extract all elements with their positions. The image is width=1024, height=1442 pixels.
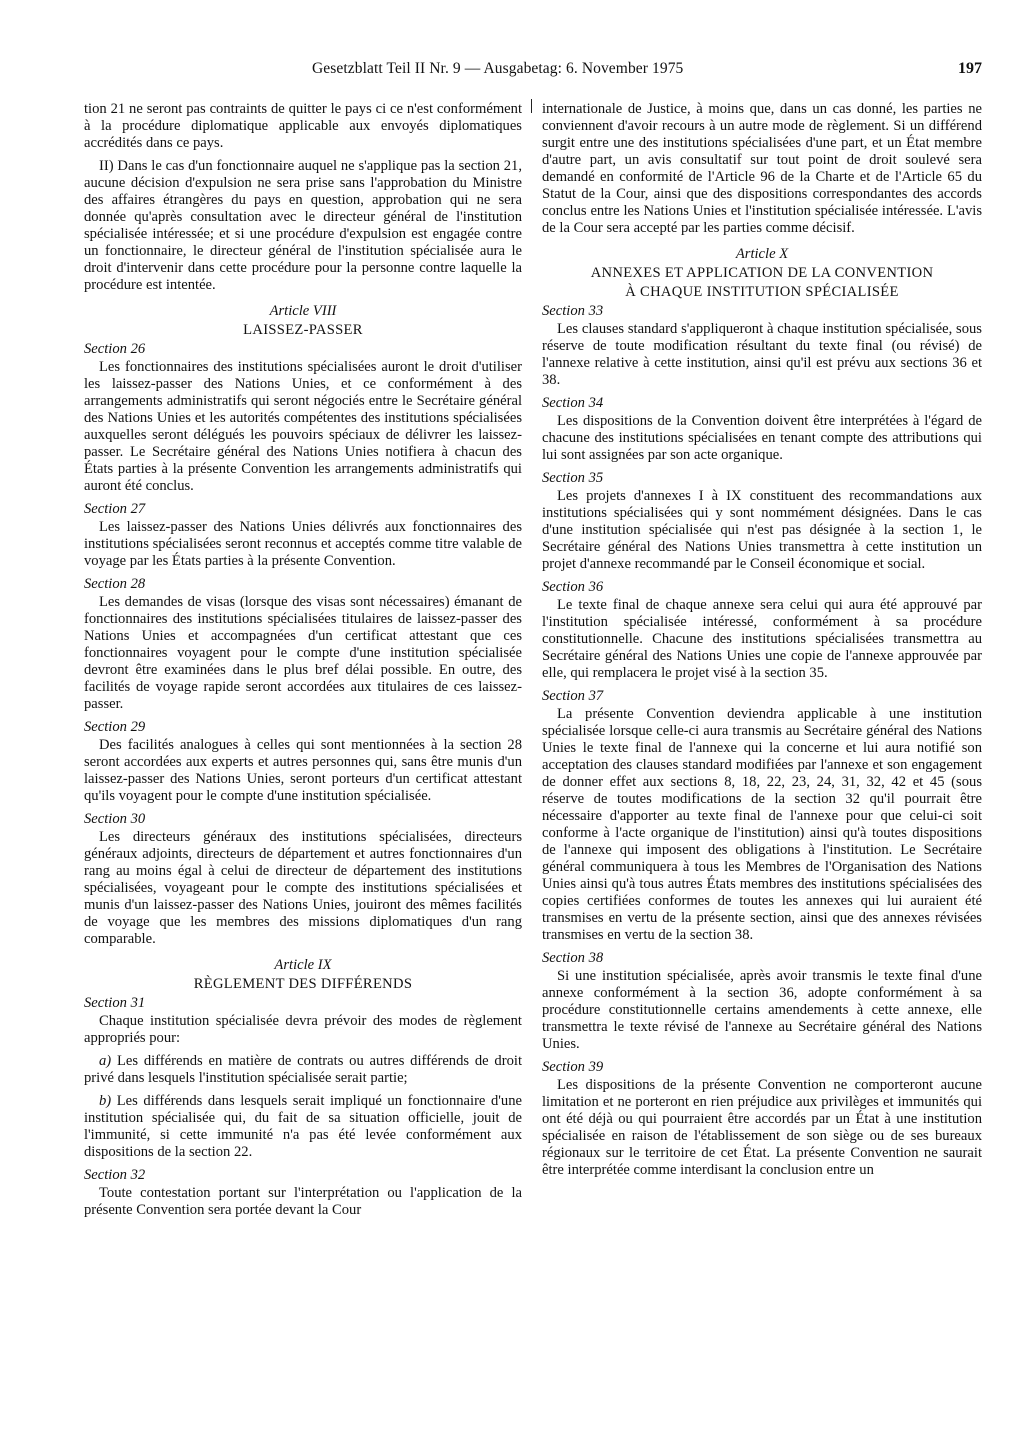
section-33-label: Section 33 <box>542 303 604 319</box>
item-b-mark: b) <box>99 1093 112 1109</box>
item-b-text: Les différends dans lesquels serait impliqué un fonctionnaire d'une institution spécialisée qui, du fait de sa situation officielle, jouit de l'immunité, si cette immunité n'a pas été levée conformément aux dispositions de la section 22. <box>84 1093 522 1160</box>
section-34-text: Les dispositions de la Convention doivent être interprétées à l'égard de chacune des institutions spécialisées en tenant compte des attributions qui lui sont assignées par son acte organique. <box>542 413 982 463</box>
article-9-label: Article IX <box>274 957 332 973</box>
item-a-mark: a) <box>99 1053 112 1069</box>
article-10-title-line-1: ANNEXES ET APPLICATION DE LA CONVENTION <box>590 265 934 281</box>
section-39-text: Les dispositions de la présente Convention ne comporteront aucune limitation et ne porteront en rien préjudice aux privilèges et immunités qui ont été déjà ou qui pourraient être accordés par un État à une institution spécialisée en raison de l'établissement de son siège ou de ses bureaux régionaux sur le territoire de cet État. La présente Convention ne saurait être interprétée comme interdisant la conclusion entre un <box>542 1077 982 1178</box>
section-32-text: Toute contestation portant sur l'interprétation ou l'application de la présente Convention sera portée devant la Cour <box>84 1185 522 1218</box>
section-27-text: Les laissez-passer des Nations Unies délivrés aux fonctionnaires des institutions spécialisées seront reconnus et acceptés comme titre valable de voyage par les États parties à la présente Convention. <box>84 519 522 569</box>
left-column <box>84 101 522 1219</box>
section-30-text: Les directeurs généraux des institutions spécialisées, directeurs généraux adjoints, directeurs de département et autres fonctionnaires d'un rang au moins égal à celui de directeur de département des institutions spécialisées, voyageant pour le compte des institutions spécialisées et munis d'un laissez-passer des Nations Unies, jouiront des mêmes facilités de voyage que les membres des missions diplomatiques d'un rang comparable. <box>84 829 522 947</box>
section-37-label: Section 37 <box>542 688 604 704</box>
article-10-label: Article X <box>735 246 789 262</box>
section-29-label: Section 29 <box>84 719 146 735</box>
article-8-title: LAISSEZ-PASSER <box>243 322 363 338</box>
paragraph-intro-2: II) Dans le cas d'un fonctionnaire auquel ne s'applique pas la section 21, aucune décision d'expulsion ne sera prise sans l'approbation du Ministre des affaires étrangères du pays en question, approbation qui ne sera donnée qu'après consultation avec le directeur général de l'institution spécialisée intéressée; et si une procédure d'expulsion est engagée contre un fonctionnaire, le directeur général de l'institution spécialisée aura le droit d'intervenir dans cette procédure pour la personne contre laquelle la procédure est intentée. <box>84 158 522 293</box>
right-column <box>542 101 982 1179</box>
page-header <box>84 60 982 82</box>
section-35-text: Les projets d'annexes I à IX constituent des recommandations aux institutions spécialisées qui y sont nommément désignées. Dans le cas d'une institution spécialisée qui n'est pas désignée à la section 1, le Secrétaire général des Nations Unies transmettra à cette institution un projet d'annexe recommandé par le Conseil économique et social. <box>542 488 982 572</box>
article-10-title-line-2: À CHAQUE INSTITUTION SPÉCIALISÉE <box>625 284 899 300</box>
section-39-label: Section 39 <box>542 1059 604 1075</box>
section-32-label: Section 32 <box>84 1167 146 1183</box>
section-28-text: Les demandes de visas (lorsque des visas sont nécessaires) émanant de fonctionnaires des institutions spécialisées titulaires de laissez-passer des Nations Unies et accompagnées d'un certificat attestant que ces fonctionnaires voyagent pour le compte d'une institution spécialisée devront être examinées dans le plus bref délai possible. En outre, des facilités de voyage rapide seront accordées aux titulaires de ces laissez-passer. <box>84 594 522 712</box>
section-36-text: Le texte final de chaque annexe sera celui qui aura été approuvé par l'institution spécialisée intéressé, conformément à sa procédure constitutionnelle. Chacune des institutions spécialisées transmettra au Secrétaire général des Nations Unies une copie de l'annexe approuvée par elle, qui remplacera le projet visé à la section 35. <box>542 597 982 681</box>
section-31-text: Chaque institution spécialisée devra prévoir des modes de règlement appropriés pour: <box>84 1013 522 1046</box>
paragraph-continuation: internationale de Justice, à moins que, dans un cas donné, les parties ne conviennent d'avoir recours à un autre mode de règlement. Si un différend surgit entre une des institutions spécialisées d'une part, et un État membre d'autre part, un avis consultatif sur tout point de droit soulevé sera demandé en conformité de l'Article 96 de la Charte et de l'Article 65 du Statut de la Cour, ainsi que des dispositions correspondantes des accords conclus entre les Nations Unies et l'institution spécialisée intéressée. L'avis de la Cour sera accepté par les parties comme décisif. <box>542 101 982 236</box>
section-34-label: Section 34 <box>542 395 604 411</box>
running-title: Gesetzblatt Teil II Nr. 9 — Ausgabetag: 6. November 1975 <box>312 60 684 77</box>
section-38-label: Section 38 <box>542 950 604 966</box>
section-33-text: Les clauses standard s'appliqueront à chaque institution spécialisée, sous réserve de toute modification résultant du texte final (ou révisé) de l'annexe relative à cette institution, ainsi qu'il est prévu aux sections 36 et 38. <box>542 321 982 388</box>
section-31-item-a <box>84 1053 522 1087</box>
page-number: 197 <box>958 60 982 77</box>
item-a-text: Les différends en matière de contrats ou autres différends de droit privé dans lesquels l'institution spécialisée serait partie; <box>84 1053 522 1086</box>
section-37-text: La présente Convention deviendra applicable à une institution spécialisée lorsque celle-ci aura transmis au Secrétaire général des Nations Unies le texte final de l'annexe qui la concerne et lui aura notifié son acceptation des clauses standard modifiées par l'annexe et son engagement de donner effet aux sections 8, 18, 22, 23, 24, 31, 32, 42 et 45 (sous réserve de toutes modifications de la section 32 qu'il pourrait être nécessaire d'apporter au texte final de l'annexe pour que celui-ci soit conforme à l'acte organique de l'institution) ainsi qu'à toutes dispositions de l'annexe qui imposent des obligations à l'institution. Le Secrétaire général communiquera à tous les Membres de l'Organisation des Nations Unies ainsi qu'à tous autres États membres des institutions spécialisées des copies certifiées conformes de toutes les annexes qui lui auraient été transmises en vertu de la présente section, ainsi que des annexes révisées transmises en vertu de la section 38. <box>542 706 982 943</box>
section-31-item-b <box>84 1093 522 1161</box>
article-9-title: RÈGLEMENT DES DIFFÉRENDS <box>193 976 413 992</box>
section-38-text: Si une institution spécialisée, après avoir transmis le texte final d'une annexe conformément à la section 36, adopte conformément à sa procédure constitutionnelle certains amendements à cette annexe, elle transmettra le texte révisé de l'annexe au Secrétaire général des Nations Unies. <box>542 968 982 1052</box>
section-26-label: Section 26 <box>84 341 146 357</box>
section-28-label: Section 28 <box>84 576 146 592</box>
section-29-text: Des facilités analogues à celles qui sont mentionnées à la section 28 seront accordées aux experts et autres personnes qui, sans être munis d'un laissez-passer des Nations Unies, seront porteurs d'un certificat attestant qu'ils voyagent pour le compte d'une institution spécialisée. <box>84 737 522 804</box>
paragraph-intro-1: tion 21 ne seront pas contraints de quitter le pays ci ce n'est conformément à la procédure diplomatique applicable aux envoyés diplomatiques accrédités dans ce pays. <box>84 101 522 151</box>
section-30-label: Section 30 <box>84 811 146 827</box>
article-8-label: Article VIII <box>269 303 337 319</box>
section-35-label: Section 35 <box>542 470 604 486</box>
section-31-label: Section 31 <box>84 995 146 1011</box>
section-26-text: Les fonctionnaires des institutions spécialisées auront le droit d'utiliser les laissez-passer des Nations Unies, et ce conformément à des arrangements administratifs qui seront négociés entre le Secrétaire général des Nations Unies et les autorités compétentes des institutions spécialisées auxquelles seront délégués les pouvoirs spéciaux de délivrer les laissez-passer. Le Secrétaire général des Nations Unies notifiera à chacun des États parties à la présente Convention les arrangements administratifs qui auront été conclus. <box>84 359 522 494</box>
section-36-label: Section 36 <box>542 579 604 595</box>
section-27-label: Section 27 <box>84 501 146 517</box>
column-divider <box>531 99 532 113</box>
